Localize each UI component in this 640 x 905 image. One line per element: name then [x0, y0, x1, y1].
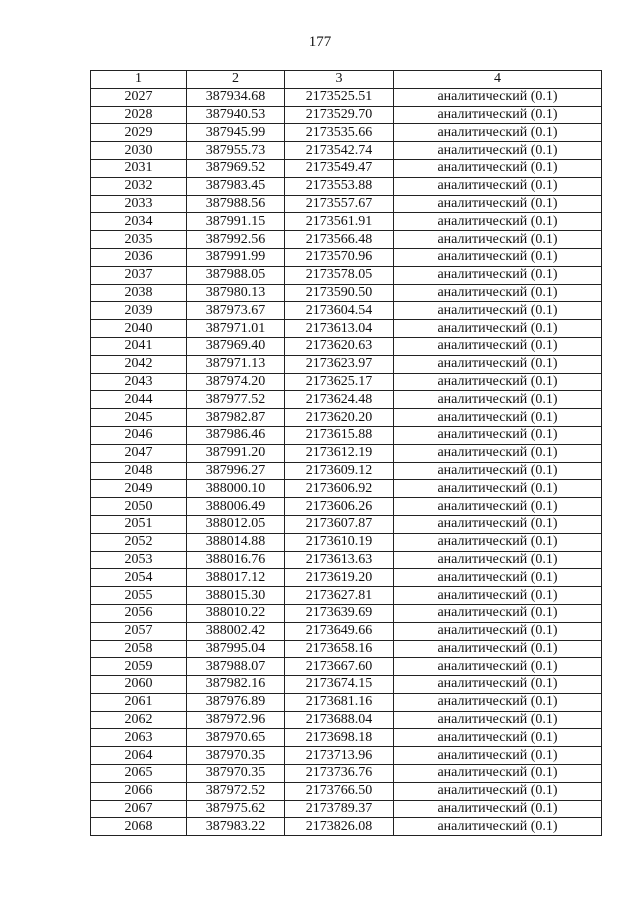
method-cell: аналитический (0.1): [394, 266, 602, 284]
x-coordinate-cell: 387982.16: [187, 676, 285, 694]
y-coordinate-cell: 2173570.96: [285, 248, 394, 266]
table-row: [91, 373, 602, 391]
x-coordinate-cell: 387982.87: [187, 409, 285, 427]
y-coordinate-cell: 2173625.17: [285, 373, 394, 391]
x-coordinate-cell: 387991.20: [187, 444, 285, 462]
y-coordinate-cell: 2173698.18: [285, 729, 394, 747]
x-coordinate-cell: 387945.99: [187, 124, 285, 142]
method-cell: аналитический (0.1): [394, 711, 602, 729]
point-number-cell: 2036: [91, 248, 187, 266]
x-coordinate-cell: 388017.12: [187, 569, 285, 587]
table-row: [91, 159, 602, 177]
x-coordinate-cell: 387980.13: [187, 284, 285, 302]
method-cell: аналитический (0.1): [394, 444, 602, 462]
y-coordinate-cell: 2173609.12: [285, 462, 394, 480]
point-number-cell: 2062: [91, 711, 187, 729]
table-row: [91, 569, 602, 587]
method-cell: аналитический (0.1): [394, 587, 602, 605]
table-row: [91, 124, 602, 142]
table-row: [91, 640, 602, 658]
point-number-cell: 2048: [91, 462, 187, 480]
point-number-cell: 2064: [91, 747, 187, 765]
x-coordinate-cell: 387971.01: [187, 320, 285, 338]
y-coordinate-cell: 2173613.04: [285, 320, 394, 338]
table-row: [91, 195, 602, 213]
x-coordinate-cell: 387969.52: [187, 159, 285, 177]
y-coordinate-cell: 2173525.51: [285, 88, 394, 106]
table-header: [91, 71, 602, 89]
point-number-cell: 2049: [91, 480, 187, 498]
x-coordinate-cell: 388000.10: [187, 480, 285, 498]
y-coordinate-cell: 2173649.66: [285, 622, 394, 640]
header-cell: 2: [187, 71, 285, 89]
table-row: [91, 480, 602, 498]
method-cell: аналитический (0.1): [394, 480, 602, 498]
method-cell: аналитический (0.1): [394, 409, 602, 427]
table-row: [91, 747, 602, 765]
method-cell: аналитический (0.1): [394, 231, 602, 249]
y-coordinate-cell: 2173607.87: [285, 515, 394, 533]
page-number: 177: [308, 34, 332, 50]
table-row: [91, 248, 602, 266]
method-cell: аналитический (0.1): [394, 284, 602, 302]
x-coordinate-cell: 387955.73: [187, 142, 285, 160]
y-coordinate-cell: 2173789.37: [285, 800, 394, 818]
y-coordinate-cell: 2173620.63: [285, 337, 394, 355]
table-row: [91, 409, 602, 427]
x-coordinate-cell: 387988.07: [187, 658, 285, 676]
table-row: [91, 302, 602, 320]
coordinates-table: [90, 70, 602, 836]
x-coordinate-cell: 387969.40: [187, 337, 285, 355]
table-row: [91, 800, 602, 818]
point-number-cell: 2044: [91, 391, 187, 409]
point-number-cell: 2067: [91, 800, 187, 818]
point-number-cell: 2057: [91, 622, 187, 640]
point-number-cell: 2046: [91, 426, 187, 444]
table-row: [91, 587, 602, 605]
method-cell: аналитический (0.1): [394, 426, 602, 444]
table-row: [91, 765, 602, 783]
method-cell: аналитический (0.1): [394, 124, 602, 142]
method-cell: аналитический (0.1): [394, 533, 602, 551]
point-number-cell: 2065: [91, 765, 187, 783]
x-coordinate-cell: 387970.35: [187, 747, 285, 765]
point-number-cell: 2031: [91, 159, 187, 177]
table-row: [91, 213, 602, 231]
method-cell: аналитический (0.1): [394, 693, 602, 711]
y-coordinate-cell: 2173542.74: [285, 142, 394, 160]
x-coordinate-cell: 387986.46: [187, 426, 285, 444]
x-coordinate-cell: 387974.20: [187, 373, 285, 391]
table-row: [91, 320, 602, 338]
y-coordinate-cell: 2173766.50: [285, 782, 394, 800]
point-number-cell: 2027: [91, 88, 187, 106]
method-cell: аналитический (0.1): [394, 765, 602, 783]
y-coordinate-cell: 2173688.04: [285, 711, 394, 729]
point-number-cell: 2047: [91, 444, 187, 462]
point-number-cell: 2045: [91, 409, 187, 427]
x-coordinate-cell: 387973.67: [187, 302, 285, 320]
method-cell: аналитический (0.1): [394, 782, 602, 800]
point-number-cell: 2056: [91, 604, 187, 622]
method-cell: аналитический (0.1): [394, 462, 602, 480]
x-coordinate-cell: 387992.56: [187, 231, 285, 249]
method-cell: аналитический (0.1): [394, 800, 602, 818]
point-number-cell: 2038: [91, 284, 187, 302]
point-number-cell: 2030: [91, 142, 187, 160]
y-coordinate-cell: 2173620.20: [285, 409, 394, 427]
table-row: [91, 426, 602, 444]
y-coordinate-cell: 2173612.19: [285, 444, 394, 462]
method-cell: аналитический (0.1): [394, 551, 602, 569]
method-cell: аналитический (0.1): [394, 248, 602, 266]
x-coordinate-cell: 387991.15: [187, 213, 285, 231]
header-row: [91, 71, 602, 89]
y-coordinate-cell: 2173623.97: [285, 355, 394, 373]
point-number-cell: 2028: [91, 106, 187, 124]
x-coordinate-cell: 388010.22: [187, 604, 285, 622]
x-coordinate-cell: 387988.56: [187, 195, 285, 213]
point-number-cell: 2061: [91, 693, 187, 711]
x-coordinate-cell: 387975.62: [187, 800, 285, 818]
point-number-cell: 2068: [91, 818, 187, 836]
table-row: [91, 231, 602, 249]
table-row: [91, 498, 602, 516]
header-cell: 3: [285, 71, 394, 89]
x-coordinate-cell: 387977.52: [187, 391, 285, 409]
table-row: [91, 676, 602, 694]
method-cell: аналитический (0.1): [394, 391, 602, 409]
method-cell: аналитический (0.1): [394, 355, 602, 373]
method-cell: аналитический (0.1): [394, 337, 602, 355]
point-number-cell: 2035: [91, 231, 187, 249]
y-coordinate-cell: 2173535.66: [285, 124, 394, 142]
point-number-cell: 2058: [91, 640, 187, 658]
point-number-cell: 2029: [91, 124, 187, 142]
y-coordinate-cell: 2173639.69: [285, 604, 394, 622]
x-coordinate-cell: 388014.88: [187, 533, 285, 551]
table-row: [91, 729, 602, 747]
table-row: [91, 711, 602, 729]
method-cell: аналитический (0.1): [394, 658, 602, 676]
x-coordinate-cell: 387996.27: [187, 462, 285, 480]
x-coordinate-cell: 387995.04: [187, 640, 285, 658]
point-number-cell: 2037: [91, 266, 187, 284]
table-row: [91, 604, 602, 622]
x-coordinate-cell: 388015.30: [187, 587, 285, 605]
x-coordinate-cell: 387983.45: [187, 177, 285, 195]
method-cell: аналитический (0.1): [394, 604, 602, 622]
method-cell: аналитический (0.1): [394, 373, 602, 391]
method-cell: аналитический (0.1): [394, 320, 602, 338]
y-coordinate-cell: 2173566.48: [285, 231, 394, 249]
y-coordinate-cell: 2173627.81: [285, 587, 394, 605]
method-cell: аналитический (0.1): [394, 747, 602, 765]
point-number-cell: 2060: [91, 676, 187, 694]
y-coordinate-cell: 2173667.60: [285, 658, 394, 676]
y-coordinate-cell: 2173606.26: [285, 498, 394, 516]
method-cell: аналитический (0.1): [394, 159, 602, 177]
x-coordinate-cell: 387940.53: [187, 106, 285, 124]
method-cell: аналитический (0.1): [394, 302, 602, 320]
point-number-cell: 2039: [91, 302, 187, 320]
x-coordinate-cell: 387983.22: [187, 818, 285, 836]
x-coordinate-cell: 387988.05: [187, 266, 285, 284]
point-number-cell: 2055: [91, 587, 187, 605]
point-number-cell: 2050: [91, 498, 187, 516]
x-coordinate-cell: 388006.49: [187, 498, 285, 516]
point-number-cell: 2051: [91, 515, 187, 533]
x-coordinate-cell: 387972.52: [187, 782, 285, 800]
method-cell: аналитический (0.1): [394, 195, 602, 213]
method-cell: аналитический (0.1): [394, 498, 602, 516]
table-row: [91, 142, 602, 160]
x-coordinate-cell: 387970.65: [187, 729, 285, 747]
y-coordinate-cell: 2173826.08: [285, 818, 394, 836]
point-number-cell: 2066: [91, 782, 187, 800]
y-coordinate-cell: 2173658.16: [285, 640, 394, 658]
x-coordinate-cell: 388002.42: [187, 622, 285, 640]
table-row: [91, 818, 602, 836]
table-row: [91, 551, 602, 569]
y-coordinate-cell: 2173557.67: [285, 195, 394, 213]
point-number-cell: 2032: [91, 177, 187, 195]
y-coordinate-cell: 2173529.70: [285, 106, 394, 124]
method-cell: аналитический (0.1): [394, 177, 602, 195]
y-coordinate-cell: 2173613.63: [285, 551, 394, 569]
point-number-cell: 2042: [91, 355, 187, 373]
x-coordinate-cell: 387970.35: [187, 765, 285, 783]
header-cell: 4: [394, 71, 602, 89]
y-coordinate-cell: 2173578.05: [285, 266, 394, 284]
point-number-cell: 2063: [91, 729, 187, 747]
method-cell: аналитический (0.1): [394, 88, 602, 106]
x-coordinate-cell: 387934.68: [187, 88, 285, 106]
table-row: [91, 391, 602, 409]
y-coordinate-cell: 2173553.88: [285, 177, 394, 195]
y-coordinate-cell: 2173610.19: [285, 533, 394, 551]
y-coordinate-cell: 2173736.76: [285, 765, 394, 783]
y-coordinate-cell: 2173624.48: [285, 391, 394, 409]
table-row: [91, 658, 602, 676]
method-cell: аналитический (0.1): [394, 640, 602, 658]
y-coordinate-cell: 2173606.92: [285, 480, 394, 498]
table-row: [91, 106, 602, 124]
table-row: [91, 515, 602, 533]
method-cell: аналитический (0.1): [394, 213, 602, 231]
table-row: [91, 444, 602, 462]
x-coordinate-cell: 387971.13: [187, 355, 285, 373]
method-cell: аналитический (0.1): [394, 676, 602, 694]
method-cell: аналитический (0.1): [394, 515, 602, 533]
y-coordinate-cell: 2173619.20: [285, 569, 394, 587]
point-number-cell: 2053: [91, 551, 187, 569]
table-row: [91, 462, 602, 480]
method-cell: аналитический (0.1): [394, 818, 602, 836]
point-number-cell: 2040: [91, 320, 187, 338]
x-coordinate-cell: 388016.76: [187, 551, 285, 569]
y-coordinate-cell: 2173615.88: [285, 426, 394, 444]
table-row: [91, 337, 602, 355]
x-coordinate-cell: 388012.05: [187, 515, 285, 533]
table-row: [91, 355, 602, 373]
table-row: [91, 177, 602, 195]
y-coordinate-cell: 2173681.16: [285, 693, 394, 711]
table-row: [91, 533, 602, 551]
y-coordinate-cell: 2173713.96: [285, 747, 394, 765]
point-number-cell: 2033: [91, 195, 187, 213]
x-coordinate-cell: 387991.99: [187, 248, 285, 266]
table-row: [91, 693, 602, 711]
x-coordinate-cell: 387972.96: [187, 711, 285, 729]
method-cell: аналитический (0.1): [394, 142, 602, 160]
y-coordinate-cell: 2173549.47: [285, 159, 394, 177]
method-cell: аналитический (0.1): [394, 106, 602, 124]
method-cell: аналитический (0.1): [394, 569, 602, 587]
header-cell: 1: [91, 71, 187, 89]
table-body: [91, 88, 602, 835]
y-coordinate-cell: 2173604.54: [285, 302, 394, 320]
point-number-cell: 2043: [91, 373, 187, 391]
point-number-cell: 2034: [91, 213, 187, 231]
point-number-cell: 2041: [91, 337, 187, 355]
x-coordinate-cell: 387976.89: [187, 693, 285, 711]
method-cell: аналитический (0.1): [394, 729, 602, 747]
point-number-cell: 2052: [91, 533, 187, 551]
point-number-cell: 2059: [91, 658, 187, 676]
table-row: [91, 622, 602, 640]
point-number-cell: 2054: [91, 569, 187, 587]
method-cell: аналитический (0.1): [394, 622, 602, 640]
y-coordinate-cell: 2173590.50: [285, 284, 394, 302]
table-row: [91, 284, 602, 302]
y-coordinate-cell: 2173561.91: [285, 213, 394, 231]
y-coordinate-cell: 2173674.15: [285, 676, 394, 694]
table-row: [91, 782, 602, 800]
table-row: [91, 266, 602, 284]
table-row: [91, 88, 602, 106]
